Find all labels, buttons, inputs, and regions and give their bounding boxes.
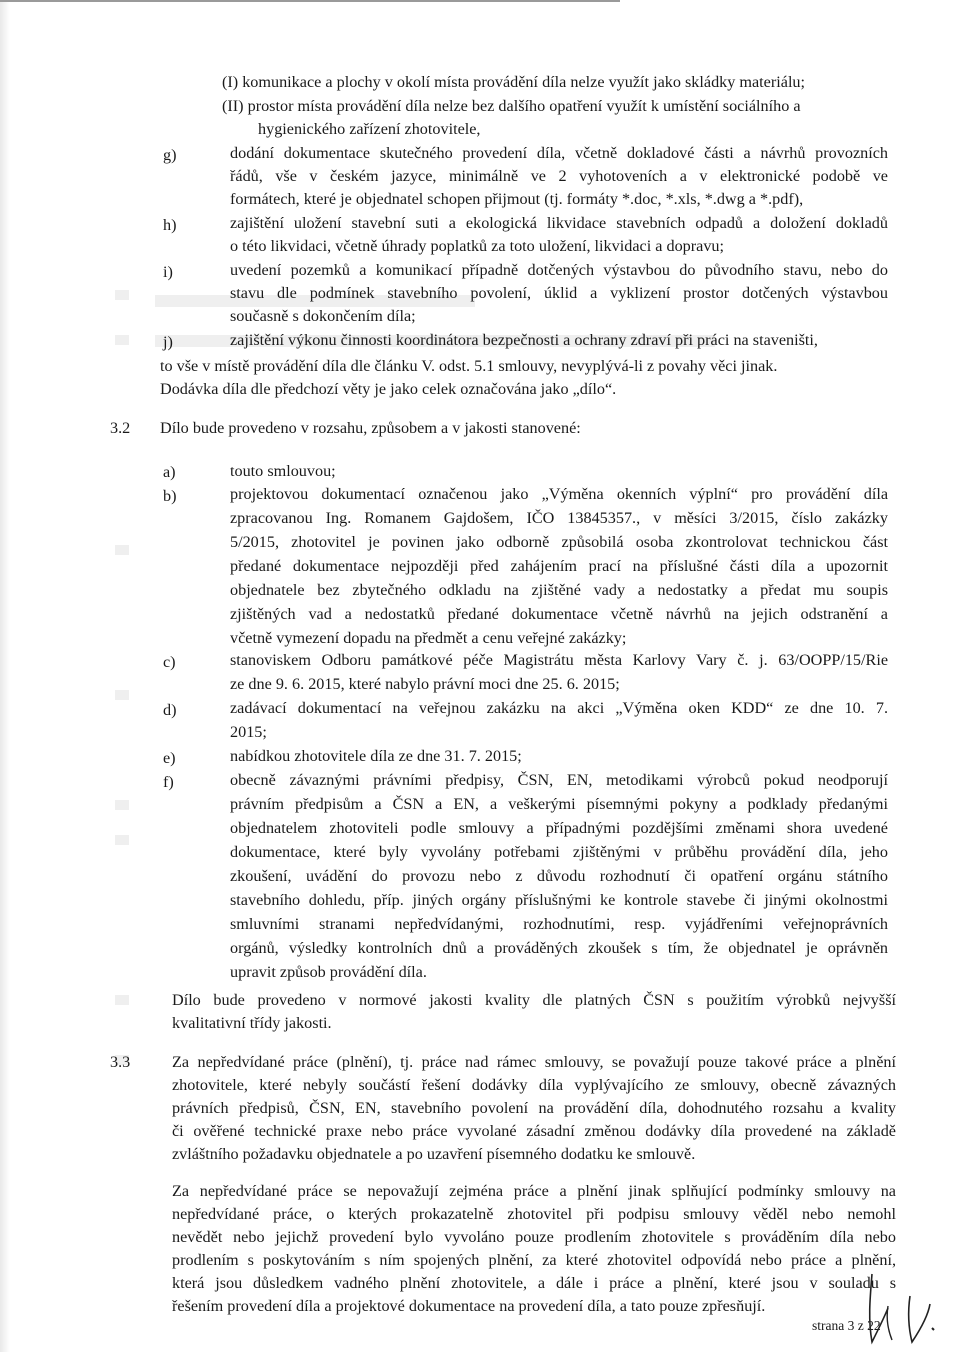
item-b-line4: předané dokumentace nejpozději před zahájením prací na příslušné části díla a upozornit (230, 557, 888, 575)
section-3-3-p2-line5: která jsou důsledkem vadného plnění zhotovitele, a dále i práce a plnění, které jsou v souladu s (172, 1274, 896, 1292)
item-h-line1: zajištění uložení stavební suti a ekologická likvidace stavebních odpadů a doložení dokladů (230, 214, 888, 232)
item-i-line3: současně s dokončením díla; (230, 307, 416, 325)
item-g-line2: řádů, vše v českém jazyce, minimálně ve 2 vyhotoveních a v elektronické podobě ve (230, 167, 888, 185)
item-b-line7: včetně vymezení dopadu na předmět a cenu veřejné zakázky; (230, 629, 627, 647)
item-ii-line1: (II) prostor místa provádění díla nelze bez dalšího opatření využít k umístění sociálního a (222, 97, 801, 115)
item-f-line4: dokumentace, které byly vyvolány potřebami zjištěnými v průběhu provádění díla, jeho (230, 843, 888, 861)
section-3-3-p1-line2: zhotovitele, které nebyly součástí řešení dodávky díla vyplývajícího ze smlouvy, obecně závazných (172, 1076, 896, 1094)
item-j-line1: zajištění výkonu činnosti koordinátora bezpečnosti a ochrany zdraví při práci na staveništi, (230, 331, 818, 349)
item-f-label: f) (163, 773, 174, 791)
section-3-3-p2-line1: Za nepředvídané práce se nepovažují zejména práce a plnění jinak splňující podmínky smlouvy na (172, 1182, 896, 1200)
item-c-label: c) (163, 653, 176, 671)
item-a-line1: touto smlouvou; (230, 462, 336, 480)
item-b-line2: zpracovanou Ing. Romanem Gajdošem, IČO 13845357., v měsíci 3/2015, číslo zakázky (230, 509, 888, 527)
quality-line1: Dílo bude provedeno v normové jakosti kvality dle platných ČSN s použitím výrobků nejvyšší (172, 991, 896, 1009)
item-d-line1: zadávací dokumentací na veřejnou zakázku na akci „Výměna oken KDD“ ze dne 10. 7. (230, 699, 888, 717)
section-3-3-p2-line3: nevědět nebo jejichž provedení bylo vyvoláno pouze prodlením zhotovitele s prováděním díla nebo (172, 1228, 896, 1246)
item-b-label: b) (163, 487, 177, 505)
item-c-line2: ze dne 9. 6. 2015, které nabylo právní moci dne 25. 6. 2015; (230, 675, 620, 693)
item-i-label: i) (163, 263, 173, 281)
item-d-label: d) (163, 701, 177, 719)
item-b-line3: 5/2015, zhotovitel je povinen jako odborně způsobilá osoba zkontrolovat technickou část (230, 533, 888, 551)
section-3-3-p1-line4: či ověřené technické praxe nebo práce vyvolané zásadní změnou dodávky díla provedené na základě (172, 1122, 896, 1140)
page-number: strana 3 z 22 (812, 1318, 881, 1333)
item-b-line5: objednatele bez zbytečného odkladu na zjištěné vady a nedostatky a předat mu soupis (230, 581, 888, 599)
section-3-3-p2-line6: řešením provedení díla a projektové dokumentace na provedení díla, a tato pouze zpřesňují. (172, 1297, 766, 1315)
item-j-label: j) (163, 333, 173, 351)
item-h-line2: o této likvidaci, včetně úhrady poplatků za toto uložení, likvidaci a dopravu; (230, 237, 725, 255)
item-f-line5: zkoušení, uvádění do provozu nebo z důvodu rozhodnutí či opatření orgánu státního (230, 867, 888, 885)
section-3-3-p2-line4: prodlením s poskytováním s ním spojených plnění, za které zhotovitel odpovídá nebo práce a plnění, (172, 1251, 896, 1269)
summary-line1: to vše v místě provádění díla dle článku V. odst. 5.1 smlouvy, nevyplývá-li z povahy věci jinak. (160, 357, 778, 375)
item-e-line1: nabídkou zhotovitele díla ze dne 31. 7. 2015; (230, 747, 522, 765)
item-g-label: g) (163, 146, 177, 164)
item-f-line1: obecně závaznými právními předpisy, ČSN, EN, metodikami výrobců pokud neodporují (230, 771, 888, 789)
item-f-line3: objednatelem zhotoviteli podle smlouvy a případnými pozdějšími změnami shora uvedené (230, 819, 888, 837)
section-3-3-p2-line2: nepředvídané práce, o kterých prokazatelně zhotovitel při podpisu smlouvy věděl nebo nemohl (172, 1205, 896, 1223)
item-g-line1: dodání dokumentace skutečného provedení díla, včetně dokladové části a návrhů provozních (230, 144, 888, 162)
section-3-3-number: 3.3 (110, 1053, 131, 1071)
item-h-label: h) (163, 216, 177, 234)
quality-line2: kvalitativní třídy jakosti. (172, 1014, 332, 1032)
item-f-line2: právním předpisům a ČSN a EN, a veškerými písemnými pokyny a podklady předanými (230, 795, 888, 813)
item-a-label: a) (163, 463, 176, 481)
item-f-line9: upravit způsob provádění díla. (230, 963, 427, 981)
handwritten-initials (858, 1268, 948, 1348)
item-i-line1: uvedení pozemků a komunikací případně dotčených výstavbou do původního stavu, nebo do (230, 261, 888, 279)
summary-line2: Dodávka díla dle předchozí věty je jako celek označována jako „dílo“. (160, 380, 617, 398)
section-3-2-number: 3.2 (110, 419, 131, 437)
item-g-line3: formátech, které je objednatel schopen přijmout (tj. formáty *.doc, *.xls, *.dwg a *.pdf), (230, 190, 804, 208)
item-b-line1: projektovou dokumentací označenou jako „Výměna okenních výplní“ pro provádění díla (230, 485, 888, 503)
section-3-3-p1-line3: právních předpisů, ČSN, EN, stavebního povolení na provádění díla, dohodnutého rozsahu a kvality (172, 1099, 896, 1117)
item-f-line7: smluvními stranami nepředvídanými, rozhodnutími, resp. vyjádřeními veřejnoprávních (230, 915, 888, 933)
item-b-line6: zjištěných vad a nedostatků předané dokumentace včetně návrhů na jejich odstranění a (230, 605, 888, 623)
item-i-line2: stavu dle podmínek stavebního povolení, úklid a vyklizení prostor dotčených výstavbou (230, 284, 888, 302)
item-f-line6: stavebního dohledu, příp. jiných orgány příslušnými ke kontrole stavebe či jinými okolnostmi (230, 891, 888, 909)
section-3-3-p1-line5: zvláštního požadavku objednatele a po uzavření písemného dodatku ke smlouvě. (172, 1145, 696, 1163)
item-c-line1: stanoviskem Odboru památkové péče Magistrátu města Karlovy Vary č. j. 63/OOPP/15/Rie (230, 651, 888, 669)
item-d-line2: 2015; (230, 723, 267, 741)
section-3-3-p1-line1: Za nepředvídané práce (plnění), tj. práce nad rámec smlouvy, se považují pouze takové práce a plnění (172, 1053, 896, 1071)
item-e-label: e) (163, 749, 176, 767)
item-i: (I) komunikace a plochy v okolí místa provádění díla nelze využít jako skládky materiálu; (222, 73, 806, 91)
section-3-2-intro: Dílo bude provedeno v rozsahu, způsobem a v jakosti stanovené: (160, 419, 581, 437)
item-f-line8: orgánů, výsledky kontrolních dnů a prováděných zkoušek s tím, že objednatel je oprávněn (230, 939, 888, 957)
item-ii-line2: hygienického zařízení zhotovitele, (258, 120, 481, 138)
